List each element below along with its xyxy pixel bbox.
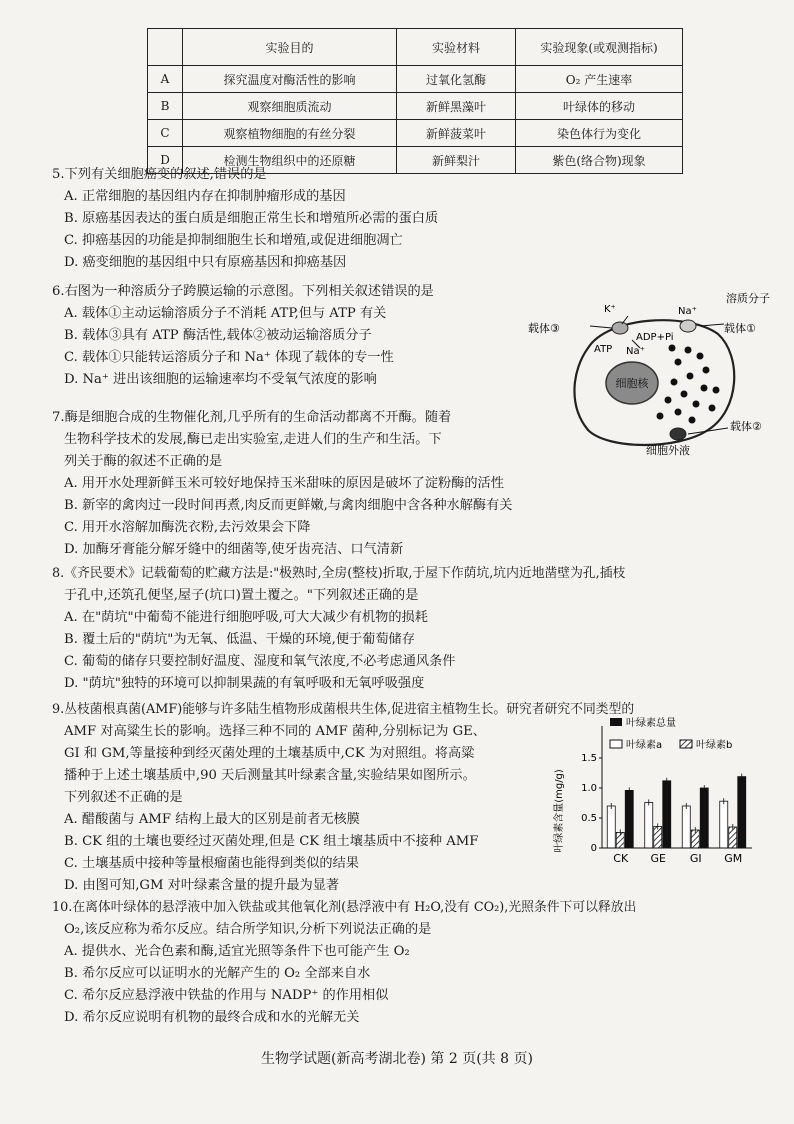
question-9-option-d: D. 由图可知,GM 对叶绿素含量的提升最为显著 (64, 878, 340, 893)
y-tick-label: 0.5 (581, 813, 597, 824)
table-cell: B (148, 93, 183, 120)
table-cell: 新鲜梨汁 (397, 147, 516, 174)
table-cell: D (148, 147, 183, 174)
adp-pi-label: ADP+Pi (636, 332, 674, 343)
question-8-stem-line1: 8.《齐民要术》记载葡萄的贮藏方法是:"极熟时,全房(整枝)折取,于屋下作荫坑,坑内近地凿壁为孔,插枝 (52, 566, 626, 581)
question-7-option-b: B. 新宰的禽肉过一段时间再煮,肉反而更鲜嫩,与禽肉细胞中含各种水解酶有关 (64, 498, 513, 513)
na-ion-label-top: Na⁺ (678, 306, 697, 317)
question-9-stem-line1: 9.丛枝菌根真菌(AMF)能够与许多陆生植物形成菌根共生体,促进宿主植物生长。研究者研究不同类型的 (52, 702, 635, 717)
page-footer: 生物学试题(新高考湖北卷) 第 2 页(共 8 页) (261, 1051, 533, 1067)
question-6-option-c: C. 载体①只能转运溶质分子和 Na⁺ 体现了载体的专一性 (64, 350, 394, 365)
chart-y-ticks (581, 753, 602, 854)
bar-gm-1 (729, 827, 737, 848)
solute-dots (657, 345, 720, 424)
bar-gm-2 (738, 777, 746, 848)
table-cell: 染色体行为变化 (516, 120, 683, 147)
table-cell: 紫色(络合物)现象 (516, 147, 683, 174)
table-cell: 检测生物组织中的还原糖 (183, 147, 397, 174)
question-8-option-a: A. 在"荫坑"中葡萄不能进行细胞呼吸,可大大减少有机物的损耗 (64, 610, 428, 625)
chart-bars (607, 774, 746, 848)
chart-y-axis-label: 叶绿素含量(mg/g) (554, 769, 565, 853)
table-cell: 新鲜菠菜叶 (397, 120, 516, 147)
question-7-stem-line2: 生物科学技术的发展,酶已走出实验室,走进人们的生产和生活。下 (64, 432, 442, 447)
question-6-option-b: B. 载体③具有 ATP 酶活性,载体②被动运输溶质分子 (64, 328, 372, 343)
question-6-stem: 6.右图为一种溶质分子跨膜运输的示意图。下列相关叙述错误的是 (52, 284, 434, 299)
question-9-option-b: B. CK 组的土壤也要经过灭菌处理,但是 CK 组土壤基质中不接种 AMF (64, 834, 479, 849)
question-6-option-d: D. Na⁺ 进出该细胞的运输速率均不受氧气浓度的影响 (64, 372, 377, 387)
solute-arrow (700, 324, 724, 326)
carrier-1-shape (680, 320, 696, 332)
question-10-option-d: D. 希尔反应说明有机物的最终合成和水的光解无关 (64, 1010, 360, 1025)
carrier-2-shape (670, 428, 686, 440)
question-8-option-d: D. "荫坑"独特的环境可以抑制果蔬的有氧呼吸和无氧呼吸强度 (64, 676, 425, 691)
nucleus-label: 细胞核 (615, 377, 649, 390)
table-header-cell (148, 29, 183, 66)
legend-total-swatch (610, 718, 622, 726)
question-7-stem-line1: 7.酶是细胞合成的生物催化剂,几乎所有的生命活动都离不开酶。随着 (52, 410, 452, 425)
legend-b-label: 叶绿素b (696, 740, 733, 751)
table-cell: 探究温度对酶活性的影响 (183, 66, 397, 93)
table-cell: A (148, 66, 183, 93)
x-tick-label: GI (689, 852, 702, 865)
chlorophyll-bar-chart (552, 716, 758, 868)
x-tick-label: CK (613, 852, 629, 865)
bar-ck-0 (607, 806, 615, 848)
question-5-option-a: A. 正常细胞的基因组内存在抑制肿瘤形成的基因 (64, 189, 346, 204)
bar-gm-0 (720, 801, 728, 848)
legend-a-label: 叶绿素a (626, 740, 663, 751)
extracellular-fluid-label: 细胞外液 (646, 444, 690, 457)
table-header-row (148, 29, 683, 66)
solute-molecule-label: 溶质分子 (726, 292, 770, 305)
table-cell: 观察细胞质流动 (183, 93, 397, 120)
table-header-cell: 实验目的 (183, 29, 397, 66)
y-tick-label: 1.0 (581, 783, 597, 794)
question-10-option-c: C. 希尔反应悬浮液中铁盐的作用与 NADP⁺ 的作用相似 (64, 988, 389, 1003)
question-8-stem-line2: 于孔中,还筑孔便坚,屋子(坑口)置土覆之。"下列叙述正确的是 (64, 588, 419, 603)
legend-b-swatch (680, 740, 692, 748)
carrier-3-shape (612, 322, 628, 334)
table-header-cell: 实验现象(或观测指标) (516, 29, 683, 66)
table-row (148, 66, 683, 93)
question-8-option-c: C. 葡萄的储存只要控制好温度、湿度和氧气浓度,不必考虑通风条件 (64, 654, 456, 669)
legend-a-swatch (610, 740, 622, 748)
table-cell: 观察植物细胞的有丝分裂 (183, 120, 397, 147)
question-7-option-c: C. 用开水溶解加酶洗衣粉,去污效果会下降 (64, 520, 311, 535)
question-9-stem-line2: AMF 对高粱生长的影响。选择三种不同的 AMF 菌种,分别标记为 GE、 (64, 724, 486, 739)
table-cell: 过氧化氢酶 (397, 66, 516, 93)
table-row (148, 93, 683, 120)
question-10-stem-line2: O₂,该反应称为希尔反应。结合所学知识,分析下列说法正确的是 (64, 922, 432, 937)
chart-x-labels (613, 852, 742, 865)
bar-ge-1 (654, 826, 662, 848)
question-9-stem-line5: 下列叙述不正确的是 (64, 790, 183, 805)
na-ion-label-inner: Na⁺ (626, 346, 645, 357)
y-tick-label: 0 (590, 843, 597, 854)
question-5-stem: 5.下列有关细胞癌变的叙述,错误的是 (52, 167, 267, 182)
question-6-option-a: A. 载体①主动运输溶质分子不消耗 ATP,但与 ATP 有关 (64, 306, 387, 321)
question-8-option-b: B. 覆土后的"荫坑"为无氧、低温、干燥的环境,便于葡萄储存 (64, 632, 415, 647)
table-header-cell: 实验材料 (397, 29, 516, 66)
carrier-2-label: 载体② (730, 420, 762, 433)
table-cell: O₂ 产生速率 (516, 66, 683, 93)
question-5-option-b: B. 原癌基因表达的蛋白质是细胞正常生长和增殖所必需的蛋白质 (64, 211, 439, 226)
table-cell: 新鲜黑藻叶 (397, 93, 516, 120)
x-tick-label: GE (650, 852, 666, 865)
carrier-1-label: 载体① (724, 322, 756, 335)
question-9-option-c: C. 土壤基质中接种等量根瘤菌也能得到类似的结果 (64, 856, 359, 871)
carrier-3-label: 载体③ (528, 322, 560, 335)
question-7-option-a: A. 用开水处理新鲜玉米可较好地保持玉米甜味的原因是破坏了淀粉酶的活性 (64, 476, 504, 491)
k-ion-label: K⁺ (604, 304, 616, 315)
experiment-table (147, 28, 683, 174)
question-7-option-d: D. 加酶牙膏能分解牙缝中的细菌等,使牙齿亮洁、口气清新 (64, 542, 404, 557)
question-10-stem-line1: 10.在离体叶绿体的悬浮液中加入铁盐或其他氧化剂(悬浮液中有 H₂O,没有 CO₂),光照条件下可以释放出 (52, 900, 637, 915)
question-9-option-a: A. 醋酸菌与 AMF 结构上最大的区别是前者无核膜 (64, 812, 360, 827)
y-tick-label: 1.5 (581, 753, 597, 764)
question-10-option-a: A. 提供水、光合色素和酶,适宜光照等条件下也可能产生 O₂ (64, 944, 410, 959)
bar-gi-2 (700, 788, 708, 848)
table-row (148, 120, 683, 147)
bar-ge-2 (663, 781, 671, 848)
question-7-stem-line3: 列关于酶的叙述不正确的是 (64, 454, 223, 469)
bar-gi-0 (682, 806, 690, 848)
carrier-3-arrow (590, 326, 612, 328)
membrane-transport-figure (528, 290, 772, 458)
question-9-stem-line3: GI 和 GM,等量接种到经灭菌处理的土壤基质中,CK 为对照组。将高粱 (64, 746, 475, 761)
bar-ck-2 (625, 790, 633, 848)
question-5-option-d: D. 癌变细胞的基因组中只有原癌基因和抑癌基因 (64, 255, 347, 270)
question-9-stem-line4: 播种于上述土壤基质中,90 天后测量其叶绿素含量,实验结果如图所示。 (64, 768, 476, 783)
bar-ge-0 (645, 802, 653, 848)
atp-label: ATP (594, 344, 613, 355)
legend-total-label: 叶绿素总量 (626, 718, 676, 729)
x-tick-label: GM (724, 852, 743, 865)
table-cell: 叶绿体的移动 (516, 93, 683, 120)
question-10-option-b: B. 希尔反应可以证明水的光解产生的 O₂ 全部来自水 (64, 966, 371, 981)
question-5-option-c: C. 抑癌基因的功能是抑制细胞生长和增殖,或促进细胞凋亡 (64, 233, 403, 248)
table-cell: C (148, 120, 183, 147)
